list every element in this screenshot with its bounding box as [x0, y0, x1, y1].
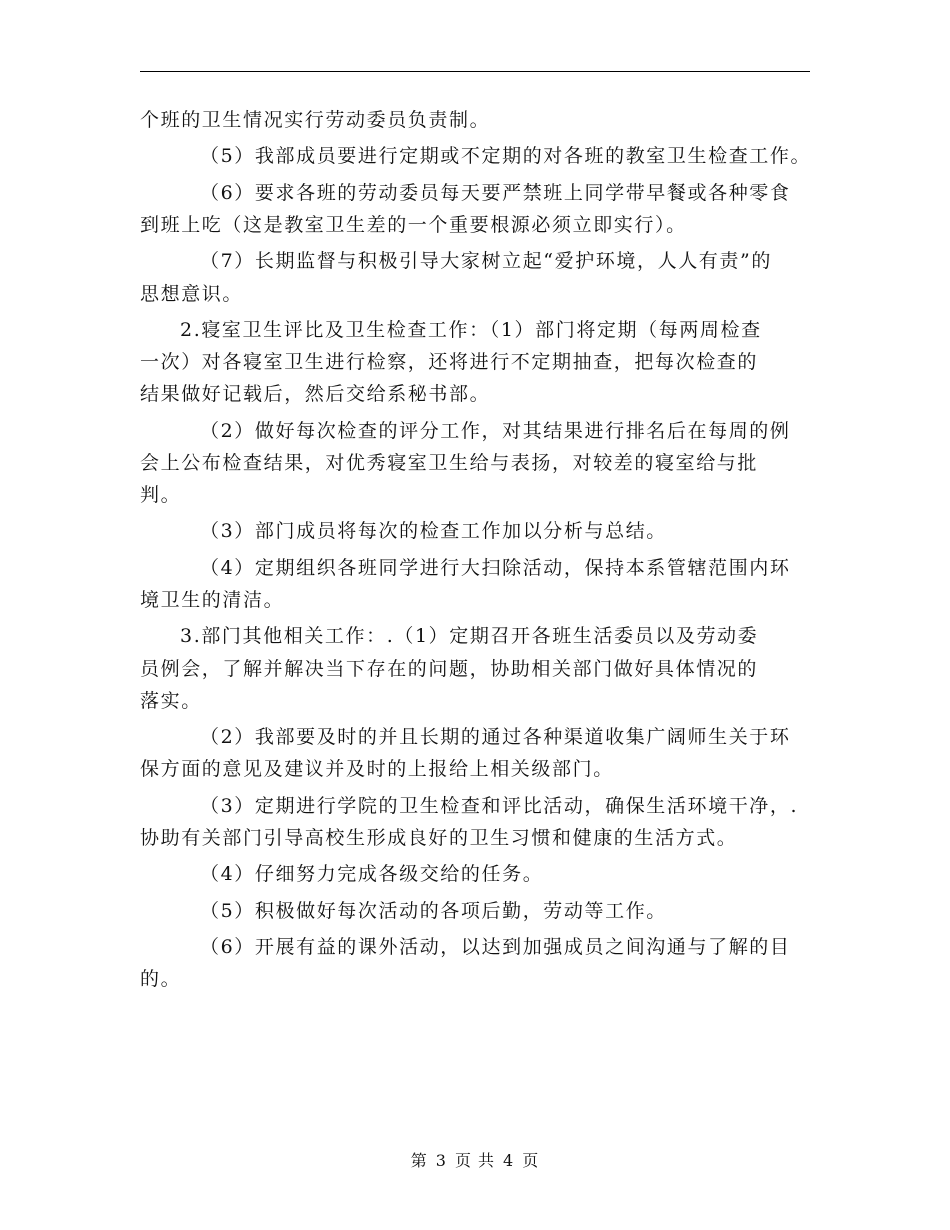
- text-line: 保方面的意见及建议并及时的上报给上相关级部门。: [140, 758, 614, 781]
- footer-middle: 页 共: [454, 1151, 496, 1170]
- text-line: 个班的卫生情况实行劳动委员负责制。: [140, 109, 491, 131]
- footer-current-page: 3: [435, 1151, 447, 1170]
- text-line: 境卫生的清洁。: [140, 588, 285, 611]
- text-line: （4）定期组织各班同学进行大扫除活动，保持本系管辖范围内环: [200, 556, 791, 579]
- page-footer: [0, 1148, 950, 1171]
- text-line: 结果做好记载后，然后交给系秘书部。: [140, 383, 491, 406]
- text-line: 协助有关部门引导高校生形成良好的卫生习惯和健康的生活方式。: [140, 826, 738, 849]
- footer-total-pages: 4: [503, 1151, 515, 1170]
- text-line: 2.寝室卫生评比及卫生检查工作：（1）部门将定期（每两周检查: [180, 318, 762, 341]
- text-line: （6）要求各班的劳动委员每天要严禁班上同学带早餐或各种零食: [200, 181, 791, 204]
- text-line: 判。: [140, 484, 182, 506]
- text-line: （5）积极做好每次活动的各项后勤，劳动等工作。: [200, 899, 667, 922]
- footer-prefix: 第: [410, 1151, 428, 1170]
- footer-suffix: 页: [522, 1151, 540, 1170]
- header-rule: [140, 71, 810, 72]
- text-line: 到班上吃（这是教室卫生差的一个重要根源必须立即实行）。: [140, 213, 687, 236]
- text-line: 的。: [140, 968, 182, 991]
- document-body: [140, 104, 810, 995]
- text-line: （5）我部成员要进行定期或不定期的对各班的教室卫生检查工作。: [200, 145, 812, 168]
- text-line: 员例会，了解并解决当下存在的问题，协助相关部门做好具体情况的: [140, 657, 759, 680]
- text-line: （2）我部要及时的并且长期的通过各种渠道收集广阔师生关于环: [200, 726, 791, 749]
- text-line: 3.部门其他相关工作：.（1）定期召开各班生活委员以及劳动委: [180, 625, 759, 648]
- text-line: （4）仔细努力完成各级交给的任务。: [200, 863, 544, 886]
- text-line: （3）定期进行学院的卫生检查和评比活动，确保生活环境干净，.: [200, 794, 799, 817]
- text-line: 会上公布检查结果，对优秀寝室卫生给与表扬，对较差的寝室给与批: [140, 451, 759, 474]
- text-line: 一次）对各寝室卫生进行检察，还将进行不定期抽查，把每次检查的: [140, 351, 759, 374]
- text-line: （7）长期监督与积极引导大家树立起“爱护环境，人人有责”的: [200, 250, 772, 273]
- text-line: （3）部门成员将每次的检查工作加以分析与总结。: [200, 520, 667, 543]
- text-line: 落实。: [140, 689, 202, 712]
- text-line: 思想意识。: [140, 282, 244, 305]
- text-line: （2）做好每次检查的评分工作，对其结果进行排名后在每周的例: [200, 419, 791, 442]
- text-line: （6）开展有益的课外活动，以达到加强成员之间沟通与了解的目: [200, 935, 791, 958]
